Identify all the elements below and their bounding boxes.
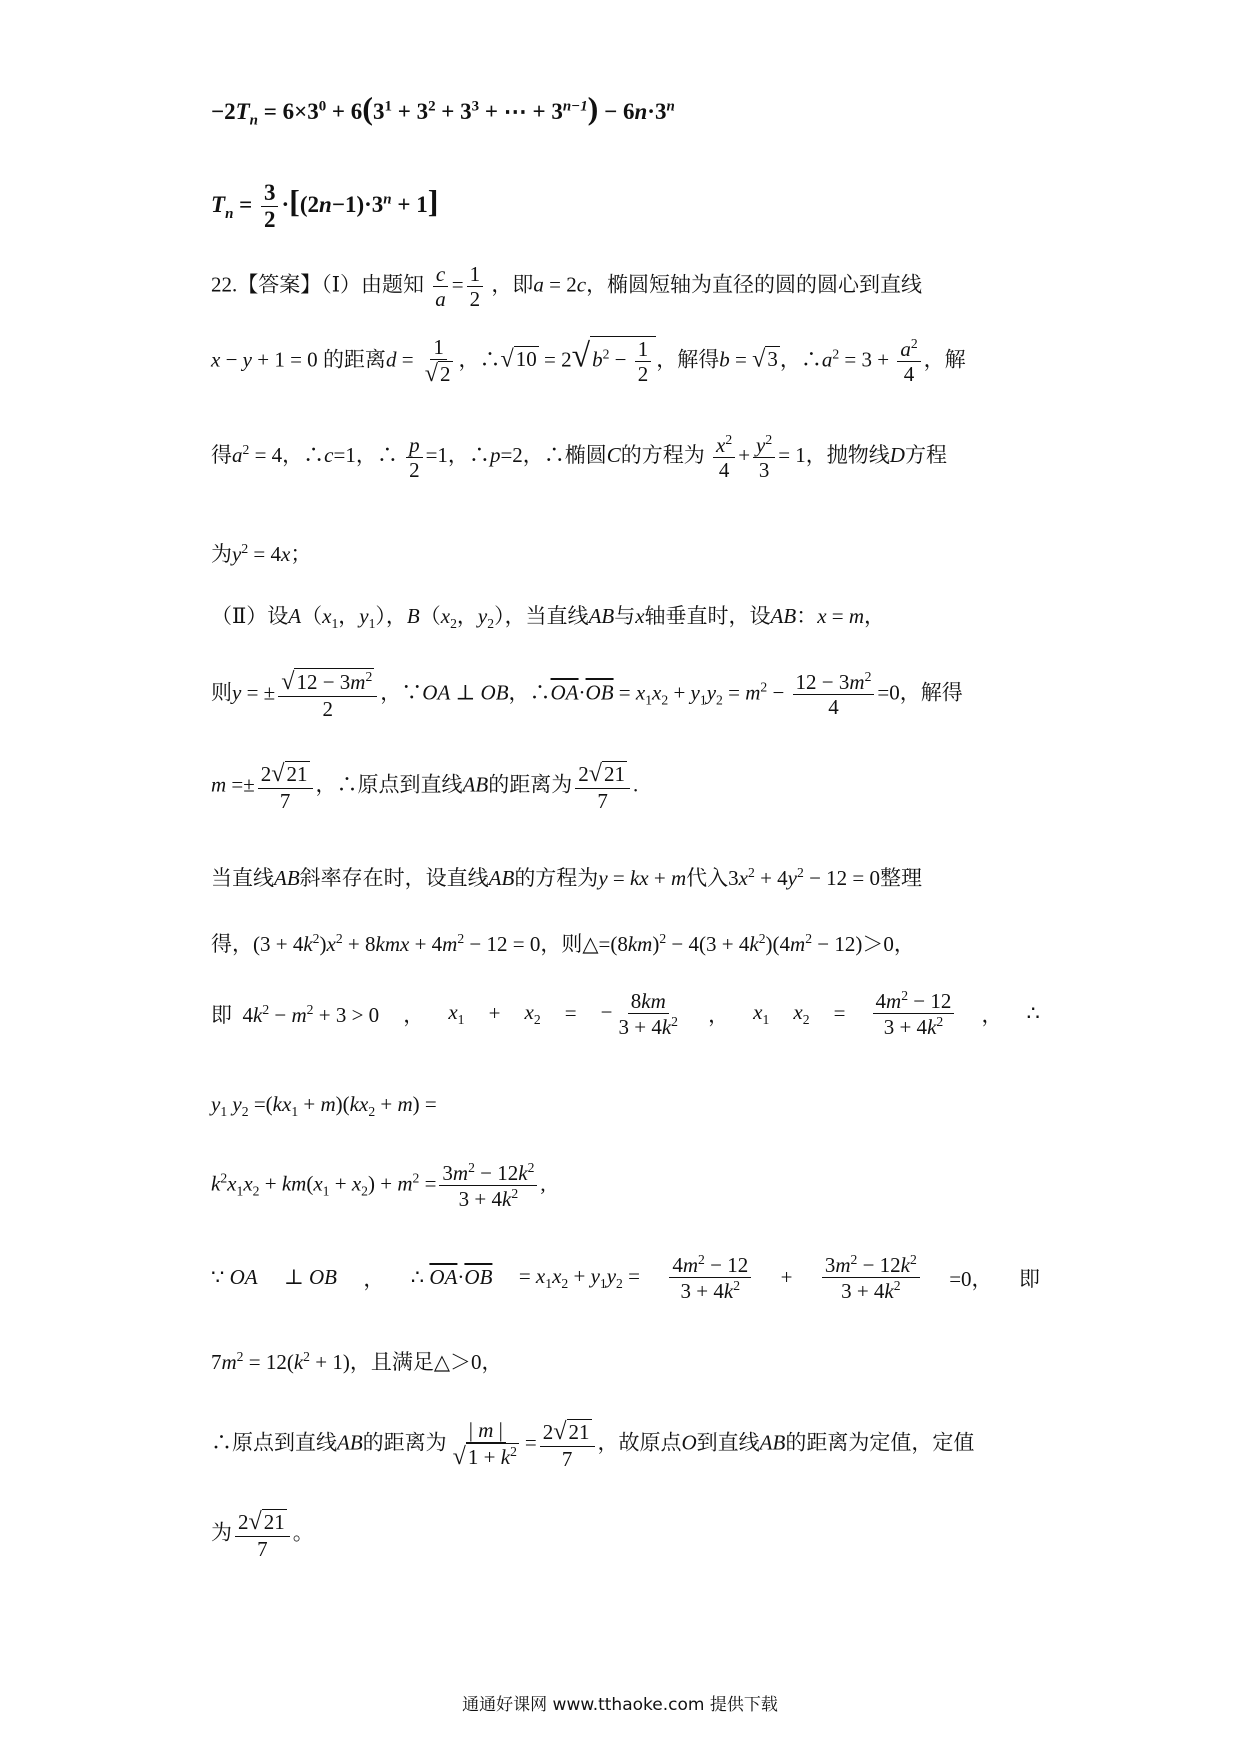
part-2-line9: ∵ OA ⊥ OB ， ∴ $\overline{OA}\cdot\overline{OB}$ = $x_1x_2 + y_1y_2$ = $\frac{4m^2 - 12}{3 + 4k^2}$ + $\frac{3m^2 - 12k^2}{3 + 4k^2}$ =0， 即 — [211, 1252, 1040, 1304]
answer-22-line1: 22.【答案】（Ⅰ）由题知 $\frac{c}{a}$ = $\frac{1}{2}$ ，即a = 2c，椭圆短轴为直径的圆的圆心到直线 — [211, 262, 923, 312]
part-2-line8: $k^2x_1x_2 + km(x_1 + x_2) + m^2$ = $\frac{3m^2 - 12k^2}{3 + 4k^2}$ , — [211, 1160, 546, 1212]
answer-22-line4: 为$y^2 = 4x$； — [211, 541, 312, 566]
part-2-line3: m =± $\frac{2√21}{7}$ ，∴原点到直线AB的距离为 $\frac{2√21}{7}$ . — [211, 760, 639, 813]
part-2-line2: 则y = ± $\frac{√12 - 3m^2}{2}$ ，∵OA ⊥ OB，$\therefore\overline{OA}\cdot\overline{OB} = x_1x_2 + y_1y_2 = m^2$ − $\frac{12 - 3m^2}{4}$ =0，解得 — [211, 668, 963, 721]
eq-tn: $T_n$ = $\frac{3}{2}$ $\cdot[(2n-1)\cdot 3^n + 1]$ — [211, 180, 439, 233]
part-2-line12: 为 $\frac{2√21}{7}$ 。 — [211, 1508, 314, 1561]
part-2-line7: $y_1$ $y_2 =(kx_1 + m)(kx_2 + m)$ = — [211, 1092, 437, 1120]
answer-22-line2: x − y + 1 = 0 的距离d = $\frac{1}{√2}$ ，∴√10 = $2√b^2$ − $\frac{1}{2}$ ，解得b = √3，$\therefore a^2 = 3$ + $\frac{a^2}{4}$ ，解 — [211, 335, 966, 388]
part-2-line6: 即 $4k^2 - m^2 + 3 > 0$ ， $x_1$ + $x_2$ = − $\frac{8km}{3 + 4k^2}$ ， $x_1$ $x_2$ = $\frac{4m^2 - 12}{3 + 4k^2}$ ， ∴ — [211, 988, 1040, 1040]
part-2-line4: 当直线AB斜率存在时，设直线AB的方程为y = kx + m代入$3x^2 + 4y^2 - 12 = 0$整理 — [211, 865, 922, 890]
part-2-line10: $7m^2 = 12(k^2 + 1)$，且满足△＞0， — [211, 1349, 503, 1374]
page-footer: 通通好课网 www.tthaoke.com 提供下载 — [462, 1695, 778, 1715]
answer-22-label: 22.【答案】（Ⅰ）由题知 — [211, 272, 425, 297]
part-2-line5: 得，$(3 + 4k^2)x^2 + 8kmx + 4m^2 - 12 = 0$，则$\triangle=(8km)^2 - 4(3 + 4k^2)(4m^2 - 12)>0$， — [211, 931, 915, 956]
part-2-line11: ∴原点到直线AB的距离为 $\frac{| m |}{√1 + k^2}$ = $\frac{2√21}{7}$ ，故原点O到直线AB的距离为定值，定值 — [211, 1418, 975, 1471]
part-2-line1: （Ⅱ）设$A(x_1$，$y_1$），$B(x_2$，$y_2$），当直线AB与x轴垂直时，设AB：x = m， — [211, 604, 886, 632]
eq-neg2tn: $-2T_n = 6\times 3^0 + 6(3^1 + 3^2 + 3^3$ + ⋯ + $3^{n-1}) - 6n\cdot 3^n$ — [211, 90, 675, 129]
answer-22-line3: 得$a^2 = 4$，∴c=1，∴ $\frac{p}{2}$ =1，∴p=2，∴椭圆C的方程为 $\frac{x^2}{4}$ + $\frac{y^2}{3}$ = 1，抛物线D方程 — [211, 432, 947, 483]
